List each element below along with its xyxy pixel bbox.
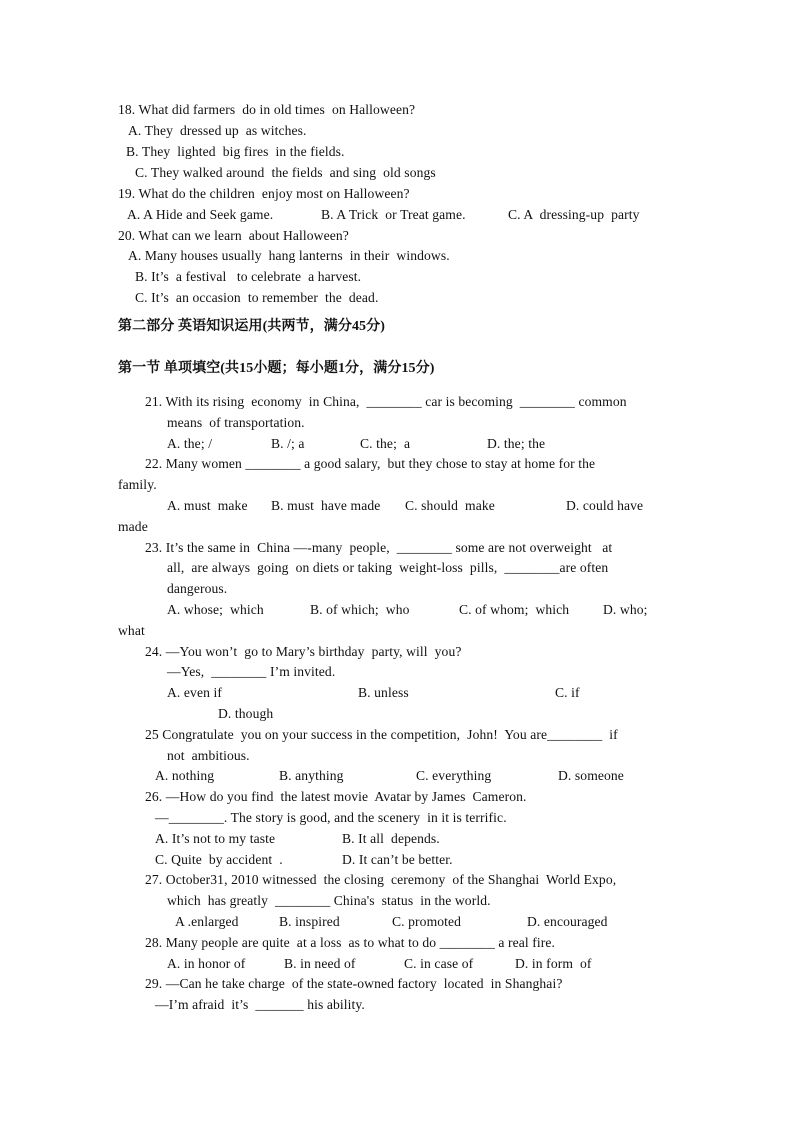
- q26-option-a: A. It’s not to my taste: [155, 831, 276, 846]
- q23-option-d-cont: what: [118, 623, 145, 638]
- q23-stem-cont: all, are always going on diets or taking weight-loss pills, ________are often: [167, 560, 609, 575]
- q22-option-a: A. must make: [167, 498, 248, 513]
- section1-heading: 第一节 单项填空(共15小题；每小题1分，满分15分): [118, 361, 435, 376]
- q28-option-a: A. in honor of: [167, 956, 246, 971]
- q22-option-d-cont: made: [118, 519, 148, 534]
- q25-option-d: D. someone: [558, 768, 624, 783]
- q27-option-b: B. inspired: [279, 914, 340, 929]
- q19-option-b: B. A Trick or Treat game.: [321, 207, 466, 222]
- q25-option-b: B. anything: [279, 768, 344, 783]
- q19-option-a: A. A Hide and Seek game.: [127, 207, 274, 222]
- q23-option-d: D. who;: [603, 602, 648, 617]
- q22-stem-cont: family.: [118, 477, 157, 492]
- q22-option-c: C. should make: [405, 498, 495, 513]
- q29-stem: 29. —Can he take charge of the state-owned factory located in Shanghai?: [145, 976, 563, 991]
- q24-option-c: C. if: [555, 685, 580, 700]
- q18-stem: 18. What did farmers do in old times on Halloween?: [118, 102, 416, 117]
- q23-option-a: A. whose; which: [167, 602, 264, 617]
- part2-heading: 第二部分 英语知识运用(共两节，满分45分): [118, 319, 386, 334]
- q22-option-b: B. must have made: [271, 498, 381, 513]
- q27-option-a: A .enlarged: [175, 914, 239, 929]
- q21-option-a: A. the; /: [167, 436, 213, 451]
- q26-option-d: D. It can’t be better.: [342, 852, 453, 867]
- q21-stem-cont: means of transportation.: [167, 415, 305, 430]
- q20-stem: 20. What can we learn about Halloween?: [118, 228, 349, 243]
- q24-option-d: D. though: [218, 706, 274, 721]
- q25-option-a: A. nothing: [155, 768, 215, 783]
- q24-option-a: A. even if: [167, 685, 222, 700]
- q26-option-c: C. Quite by accident .: [155, 852, 283, 867]
- q24-stem: 24. —You won’t go to Mary’s birthday party, will you?: [145, 644, 462, 659]
- q20-option-a: A. Many houses usually hang lanterns in their windows.: [128, 248, 450, 263]
- q21-option-b: B. /; a: [271, 436, 305, 451]
- q23-stem: 23. It’s the same in China —-many people, ________ some are not overweight at: [145, 540, 613, 555]
- q27-stem: 27. October31, 2010 witnessed the closing ceremony of the Shanghai World Expo,: [145, 872, 617, 887]
- q26-option-b: B. It all depends.: [342, 831, 440, 846]
- q26-stem-cont: —________. The story is good, and the scenery in it is terrific.: [155, 810, 507, 825]
- q22-stem: 22. Many women ________ a good salary, but they chose to stay at home for the: [145, 456, 596, 471]
- q23-option-b: B. of which; who: [310, 602, 410, 617]
- q19-option-c: C. A dressing-up party: [508, 207, 640, 222]
- q18-option-a: A. They dressed up as witches.: [128, 123, 307, 138]
- q25-stem: 25 Congratulate you on your success in the competition, John! You are________ if: [145, 727, 618, 742]
- q22-option-d: D. could have: [566, 498, 644, 513]
- q24-stem-cont: —Yes, ________ I’m invited.: [167, 664, 336, 679]
- q28-option-c: C. in case of: [404, 956, 474, 971]
- q18-option-b: B. They lighted big fires in the fields.: [126, 144, 345, 159]
- q20-option-b: B. It’s a festival to celebrate a harvest.: [135, 269, 362, 284]
- q27-stem-cont: which has greatly ________ China's status in the world.: [167, 893, 491, 908]
- q28-option-b: B. in need of: [284, 956, 356, 971]
- q20-option-c: C. It’s an occasion to remember the dead.: [135, 290, 379, 305]
- q23-stem-cont2: dangerous.: [167, 581, 228, 596]
- q27-option-d: D. encouraged: [527, 914, 608, 929]
- q29-stem-cont: —I’m afraid it’s _______ his ability.: [155, 997, 365, 1012]
- q26-stem: 26. —How do you find the latest movie Avatar by James Cameron.: [145, 789, 527, 804]
- q27-option-c: C. promoted: [392, 914, 462, 929]
- q23-option-c: C. of whom; which: [459, 602, 570, 617]
- q21-stem: 21. With its rising economy in China, ________ car is becoming ________ common: [145, 394, 627, 409]
- q25-stem-cont: not ambitious.: [167, 748, 250, 763]
- q21-option-c: C. the; a: [360, 436, 411, 451]
- q24-option-b: B. unless: [358, 685, 409, 700]
- q28-option-d: D. in form of: [515, 956, 592, 971]
- q28-stem: 28. Many people are quite at a loss as to what to do ________ a real fire.: [145, 935, 556, 950]
- q19-stem: 19. What do the children enjoy most on Halloween?: [118, 186, 410, 201]
- q21-option-d: D. the; the: [487, 436, 546, 451]
- q25-option-c: C. everything: [416, 768, 492, 783]
- q18-option-c: C. They walked around the fields and sing old songs: [135, 165, 436, 180]
